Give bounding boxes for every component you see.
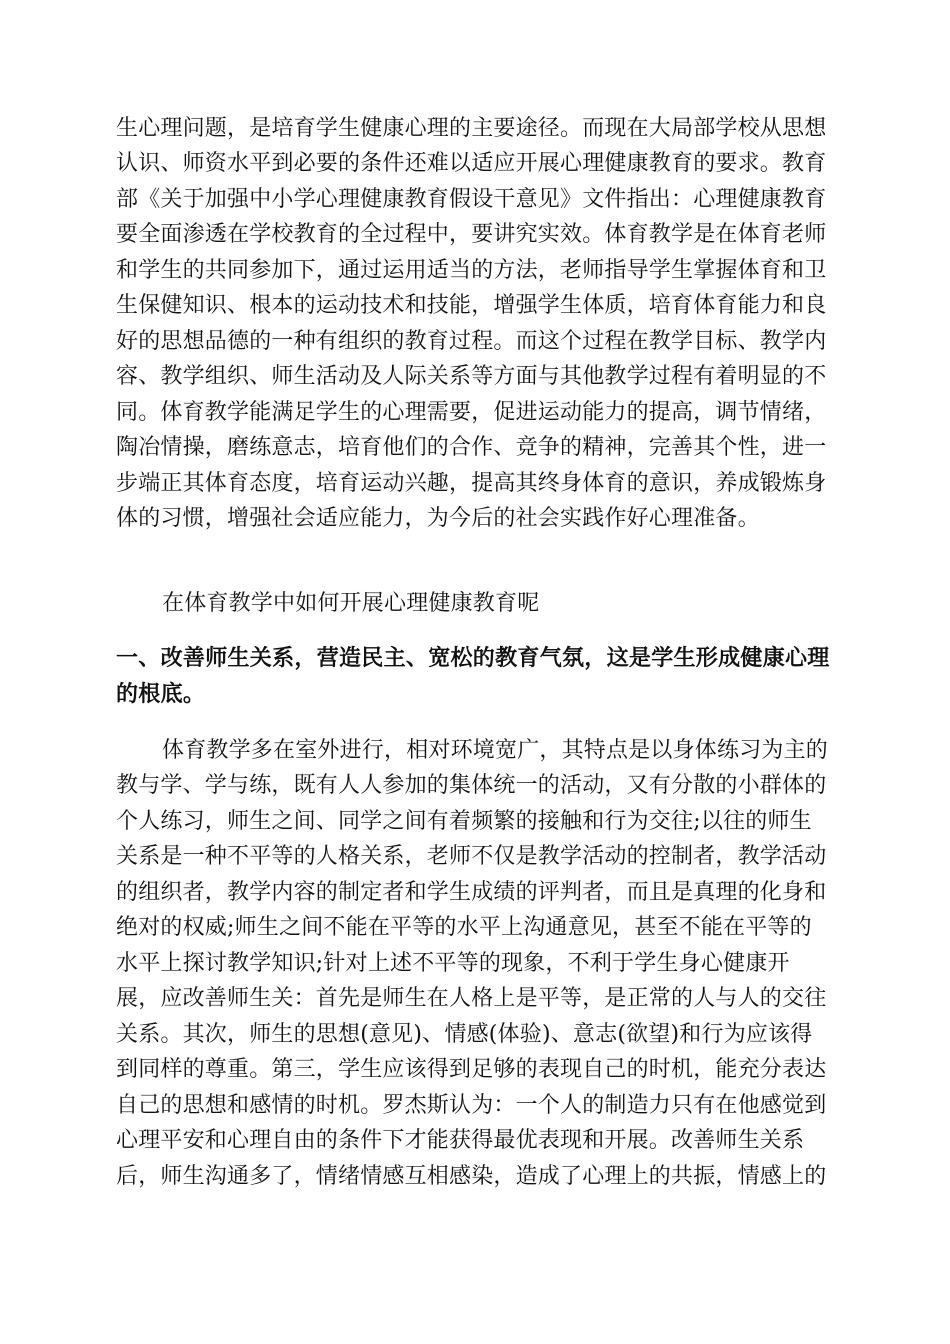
paragraph-line: 水平上探讨教学知识;针对上述不平等的现象，不利于学生身心健康开 [116, 951, 790, 976]
paragraph-line: 关系是一种不平等的人格关系，老师不仅是教学活动的控制者，教学活动 [116, 844, 827, 869]
paragraph-line: 个人练习，师生之间、同学之间有着频繁的接触和行为交往;以往的师生 [116, 809, 812, 834]
paragraph-line: 部《关于加强中小学心理健康教育假设干意见》文件指出：心理健康教育 [116, 187, 827, 212]
paragraph-line: 的组织者，教学内容的制定者和学生成绩的评判者，而且是真理的化身和 [116, 880, 827, 905]
paragraph-line: 展，应改善师生关：首先是师生在人格上是平等，是正常的人与人的交往 [116, 986, 827, 1011]
paragraph-line: 要全面渗透在学校教育的全过程中，要讲究实效。体育教学是在体育老师 [116, 222, 827, 247]
paragraph-line: 后，师生沟通多了，情绪情感互相感染，造成了心理上的共振，情感上的 [116, 1164, 827, 1189]
heading-line: 的根底。 [116, 682, 206, 707]
section-heading-1 [116, 648, 836, 718]
paragraph-line: 体育教学多在室外进行，相对环境宽广，其特点是以身体练习为主的 [162, 738, 829, 763]
question-line-block [116, 593, 836, 623]
paragraph-line: 自己的思想和感情的时机。罗杰斯认为：一个人的制造力只有在他感觉到 [116, 1093, 827, 1118]
paragraph-line: 容、教学组织、师生活动及人际关系等方面与其他教学过程有着明显的不 [116, 364, 827, 389]
paragraph-line: 好的思想品德的一种有组织的教育过程。而这个过程在教学目标、教学内 [116, 329, 827, 354]
paragraph-line: 步端正其体育态度，培育运动兴趣，提高其终身体育的意识，养成锻炼身 [116, 471, 827, 496]
question-line: 在体育教学中如何开展心理健康教育呢 [162, 591, 540, 616]
paragraph-line: 关系。其次，师生的思想(意见)、情感(体验)、意志(欲望)和行为应该得 [116, 1022, 813, 1047]
paragraph-line: 同。体育教学能满足学生的心理需要，促进运动能力的提高，调节情绪， [116, 400, 827, 425]
paragraph-line: 生心理问题，是培育学生健康心理的主要途径。而现在大局部学校从思想 [116, 116, 827, 141]
paragraph-line: 教与学、学与练，既有人人参加的集体统一的活动，又有分散的小群体的 [116, 773, 827, 798]
paragraph-line: 生保健知识、根本的运动技术和技能，增强学生体质，培育体育能力和良 [116, 293, 827, 318]
paragraph-line: 认识、师资水平到必要的条件还难以适应开展心理健康教育的要求。教育 [116, 151, 827, 176]
paragraph-line: 陶冶情操，磨练意志，培育他们的合作、竞争的精神，完善其个性，进一 [116, 435, 827, 460]
paragraph-line: 体的习惯，增强社会适应能力，为今后的社会实践作好心理准备。 [116, 506, 760, 531]
paragraph-2 [116, 740, 836, 1220]
paragraph-1 [116, 118, 836, 548]
paragraph-line: 绝对的权威;师生之间不能在平等的水平上沟通意见，甚至不能在平等的 [116, 915, 812, 940]
heading-line: 一、改善师生关系，营造民主、宽松的教育气氛，这是学生形成健康心理 [116, 646, 830, 671]
paragraph-line: 心理平安和心理自由的条件下才能获得最优表现和开展。改善师生关系 [116, 1128, 805, 1153]
paragraph-line: 和学生的共同参加下，通过运用适当的方法，老师指导学生掌握体育和卫 [116, 258, 827, 283]
paragraph-line: 到同样的尊重。第三，学生应该得到足够的表现自己的时机，能充分表达 [116, 1057, 827, 1082]
